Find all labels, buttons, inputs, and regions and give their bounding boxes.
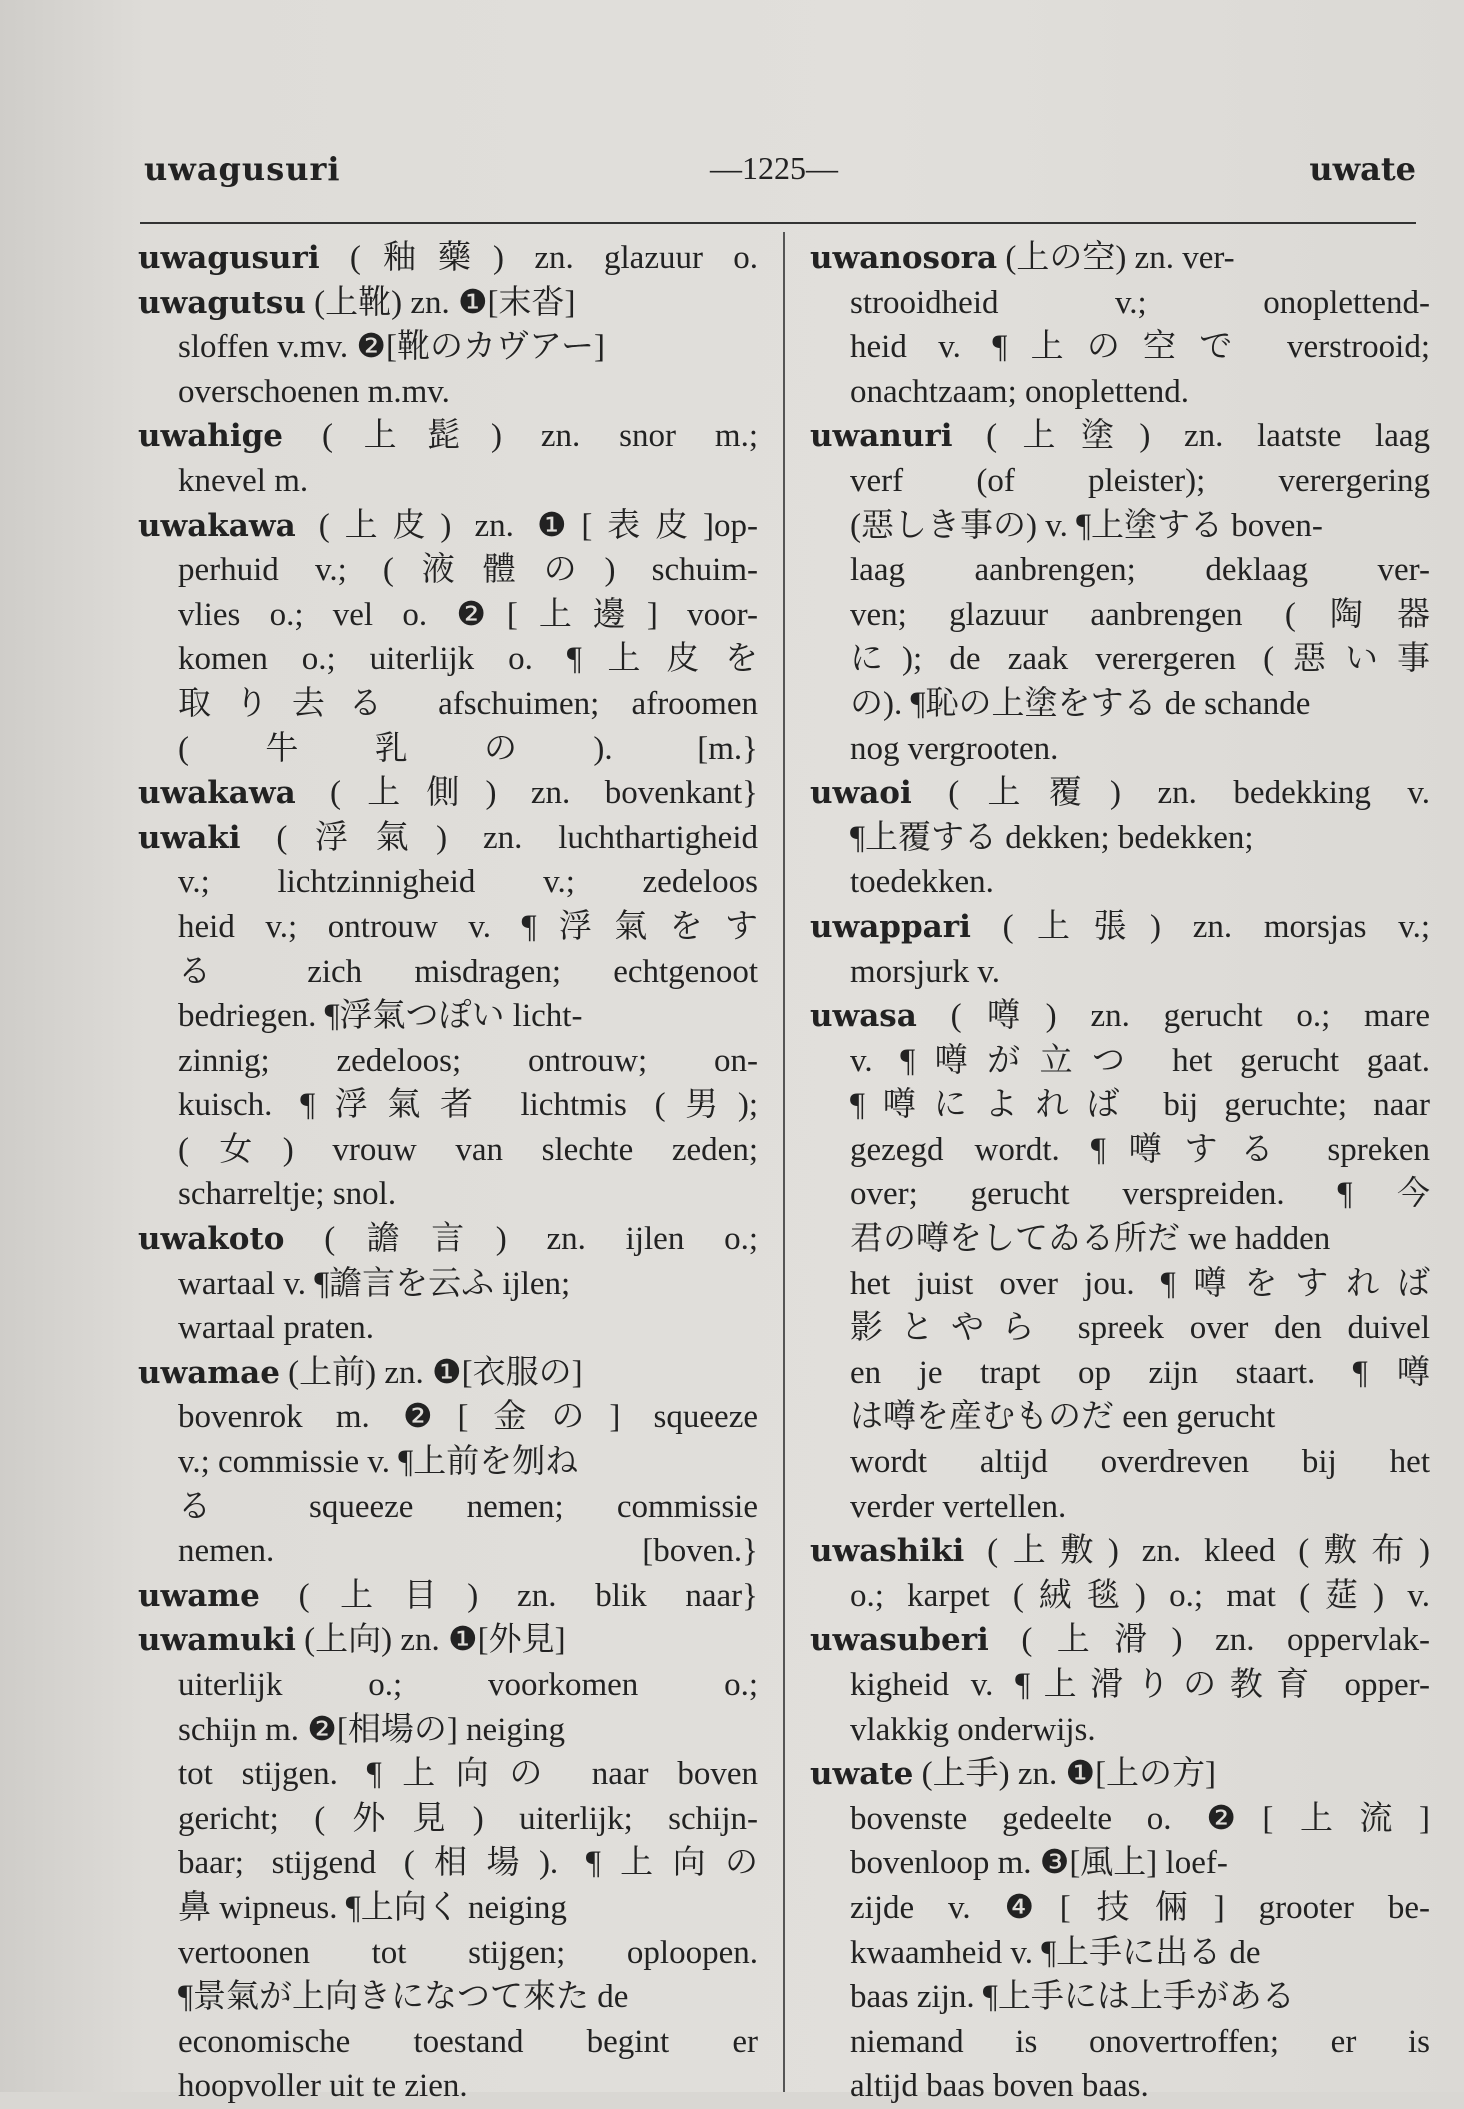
header-left-guide-word: uwagusuri (144, 150, 341, 188)
entry-text-line: over; gerucht verspreiden. ¶今 (850, 1176, 1430, 1213)
entry-text-line: ¶景氣が上向きになつて來た de (178, 1979, 629, 2016)
entry-text-line: v.; commissie v. ¶上前を刎ね (178, 1444, 579, 1481)
entry-text-line: の). ¶恥の上塗をする de schande (850, 685, 1311, 722)
entry-text-line: bovenloop m. ❸[風上] loef- (850, 1845, 1228, 1882)
entry-text-line: kigheid v. ¶上滑りの教育 opper- (850, 1667, 1430, 1703)
headword: uwanosora (810, 240, 998, 276)
header-rule (140, 222, 1416, 224)
entry-text-line: v. ¶噂が立つ het gerucht gaat. (850, 1042, 1430, 1079)
entry-text-line: zinnig; zedeloos; ontrouw; on- (178, 1042, 758, 1079)
entry-headword-line: uwasa (噂) zn. gerucht o.; mare (810, 998, 1430, 1035)
entry-text-line: laag aanbrengen; deklaag ver- (850, 552, 1430, 589)
entry-text-line: kwaamheid v. ¶上手に出る de (850, 1934, 1261, 1971)
entry-headword-line: uwahige (上髭) zn. snor m.; (138, 418, 758, 455)
entry-text-line: zijde v. ❹[技倆] grooter be- (850, 1889, 1430, 1926)
headword: uwaki (138, 819, 241, 856)
entry-text-line: vertoonen tot stijgen; oploopen. (178, 1934, 758, 1971)
entry-text-line: る squeeze nemen; commissie (178, 1488, 758, 1525)
entry-text-line: komen o.; uiterlijk o. ¶上皮を (178, 641, 758, 678)
entry-headword-line: uwaoi (上覆) zn. bedekking v. (810, 775, 1430, 812)
entry-text-line: gezegd wordt. ¶噂する spreken (850, 1131, 1430, 1168)
entry-text-line: nemen. [boven.} (178, 1533, 758, 1570)
entry-text-line: wartaal v. ¶譫言を云ふ ijlen; (178, 1265, 571, 1302)
entry-headword-line: uwame (上目) zn. blik naar} (138, 1577, 758, 1614)
entry-text-line: sloffen v.mv. ❷[靴のカヴアー] (178, 329, 605, 366)
entry-text-line: は噂を産むものだ een gerucht (850, 1399, 1276, 1436)
entry-text-line: baar; stijgend (相場). ¶上向の (178, 1845, 758, 1882)
column-divider (783, 232, 785, 2092)
entry-text-line: altijd baas boven baas. (850, 2068, 1149, 2105)
entry-headword-line: uwakawa (上皮) zn. ❶[表皮]op- (138, 507, 758, 544)
entry-headword-line: uwashiki (上敷) zn. kleed (敷布) (810, 1533, 1430, 1570)
entry-text-line: verder vertellen. (850, 1488, 1067, 1525)
entry-text-line: ven; glazuur aanbrengen (陶器 (850, 596, 1430, 633)
headword: uwagutsu (138, 284, 306, 321)
entry-text-line: ¶噂によれば bij geruchte; naar (850, 1087, 1430, 1124)
headword: uwate (810, 1756, 914, 1793)
entry-text-line: bovenrok m. ❷[金の] squeeze (178, 1399, 758, 1436)
entry-headword-line: uwagutsu (上靴) zn. ❶[末沓] (138, 284, 576, 321)
headword: uwakawa (138, 775, 296, 812)
entry-text-line: toedekken. (850, 864, 994, 901)
entry-text-line: ¶上覆する dekken; bedekken; (850, 819, 1254, 856)
entry-text-line: vlakkig onderwijs. (850, 1711, 1096, 1748)
entry-text-line: wordt altijd overdreven bij het (850, 1444, 1430, 1481)
entry-text-line: (牛乳の). [m.} (178, 730, 758, 767)
headword: uwanuri (810, 418, 953, 455)
headword: uwaoi (810, 775, 912, 812)
headword: uwahige (138, 418, 284, 455)
entry-text-line: v.; lichtzinnigheid v.; zedeloos (178, 864, 758, 901)
headword: uwasa (810, 998, 917, 1035)
entry-text-line: baas zijn. ¶上手には上手がある (850, 1979, 1295, 2016)
headword: uwakawa (138, 507, 296, 544)
entry-text-line: 影とやら spreek over den duivel (850, 1310, 1430, 1347)
entry-text-line: economische toestand begint er (178, 2023, 758, 2060)
entry-headword-line: uwasuberi (上滑) zn. oppervlak- (810, 1622, 1430, 1659)
entry-headword-line: uwaki (浮氣) zn. luchthartigheid (138, 819, 758, 856)
entry-text-line: る zich misdragen; echtgenoot (178, 953, 758, 990)
entry-text-line: niemand is onovertroffen; er is (850, 2023, 1430, 2060)
entry-headword-line: uwakawa (上側) zn. bovenkant} (138, 775, 758, 812)
entry-headword-line: uwamuki (上向) zn. ❶[外見] (138, 1622, 566, 1659)
entry-text-line: o.; karpet (絨毯) o.; mat (莚) v. (850, 1577, 1430, 1614)
left-column (138, 236, 758, 2109)
headword: uwamuki (138, 1622, 296, 1659)
entry-text-line: morsjurk v. (850, 953, 1001, 990)
entry-headword-line: uwanuri (上塗) zn. laatste laag (810, 418, 1430, 455)
entry-text-line: schijn m. ❷[相場の] neiging (178, 1711, 566, 1748)
entry-text-line: onachtzaam; onoplettend. (850, 373, 1190, 410)
entry-headword-line: uwanosora (上の空) zn. ver- (810, 240, 1235, 276)
entry-headword-line: uwagusuri (釉藥) zn. glazuur o. (138, 240, 758, 276)
entry-text-line: heid v. ¶上の空で verstrooid; (850, 329, 1430, 366)
entry-text-line: perhuid v.; (液體の) schuim- (178, 552, 758, 589)
entry-text-line: het juist over jou. ¶噂をすれば (850, 1265, 1430, 1302)
entry-text-line: kuisch. ¶浮氣者 lichtmis (男); (178, 1087, 758, 1124)
entry-text-line: verf (of pleister); verergering (850, 462, 1430, 499)
entry-headword-line: uwappari (上張) zn. morsjas v.; (810, 908, 1430, 945)
headword: uwashiki (810, 1533, 965, 1570)
headword: uwappari (810, 908, 971, 945)
entry-text-line: (女) vrouw van slechte zeden; (178, 1131, 758, 1168)
headword: uwasuberi (810, 1622, 989, 1659)
entry-text-line: tot stijgen. ¶上向の naar boven (178, 1756, 758, 1793)
entry-text-line: strooidheid v.; onoplettend- (850, 284, 1430, 321)
entry-text-line: scharreltje; snol. (178, 1176, 397, 1213)
page-number: —1225— (710, 150, 838, 186)
entry-text-line: vlies o.; vel o. ❷[上邊] voor- (178, 596, 758, 633)
entry-text-line: 鼻 wipneus. ¶上向く neiging (178, 1889, 567, 1926)
entry-text-line: に); de zaak verergeren (惡い事 (850, 641, 1430, 678)
right-column (810, 236, 1430, 2109)
entry-text-line: gericht; (外見) uiterlijk; schijn- (178, 1800, 758, 1837)
entry-text-line: knevel m. (178, 462, 309, 499)
entry-headword-line: uwakoto (譫言) zn. ijlen o.; (138, 1221, 758, 1258)
entry-headword-line: uwate (上手) zn. ❶[上の方] (810, 1756, 1217, 1793)
entry-text-line: nog vergrooten. (850, 730, 1059, 767)
entry-text-line: uiterlijk o.; voorkomen o.; (178, 1667, 758, 1703)
entry-text-line: overschoenen m.mv. (178, 373, 450, 410)
entry-headword-line: uwamae (上前) zn. ❶[衣服の] (138, 1354, 583, 1391)
entry-text-line: bovenste gedeelte o. ❷[上流] (850, 1800, 1430, 1837)
entry-text-line: 取り去る afschuimen; afroomen (178, 685, 758, 722)
entry-text-line: 君の噂をしてゐる所だ we hadden (850, 1221, 1331, 1258)
headword: uwagusuri (138, 240, 320, 276)
header-right-guide-word: uwate (1309, 150, 1416, 188)
running-header (140, 150, 1416, 210)
entry-text-line: bedriegen. ¶浮氣つぽい licht- (178, 998, 583, 1035)
entry-text-line: heid v.; ontrouw v. ¶浮氣をす (178, 908, 758, 945)
headword: uwamae (138, 1354, 280, 1391)
entry-text-line: wartaal praten. (178, 1310, 375, 1347)
entry-text-line: (惡しき事の) v. ¶上塗する boven- (850, 507, 1323, 544)
entry-text-line: en je trapt op zijn staart. ¶噂 (850, 1354, 1430, 1391)
headword: uwakoto (138, 1221, 285, 1258)
headword: uwame (138, 1577, 260, 1614)
entry-text-line: hoopvoller uit te zien. (178, 2068, 468, 2105)
